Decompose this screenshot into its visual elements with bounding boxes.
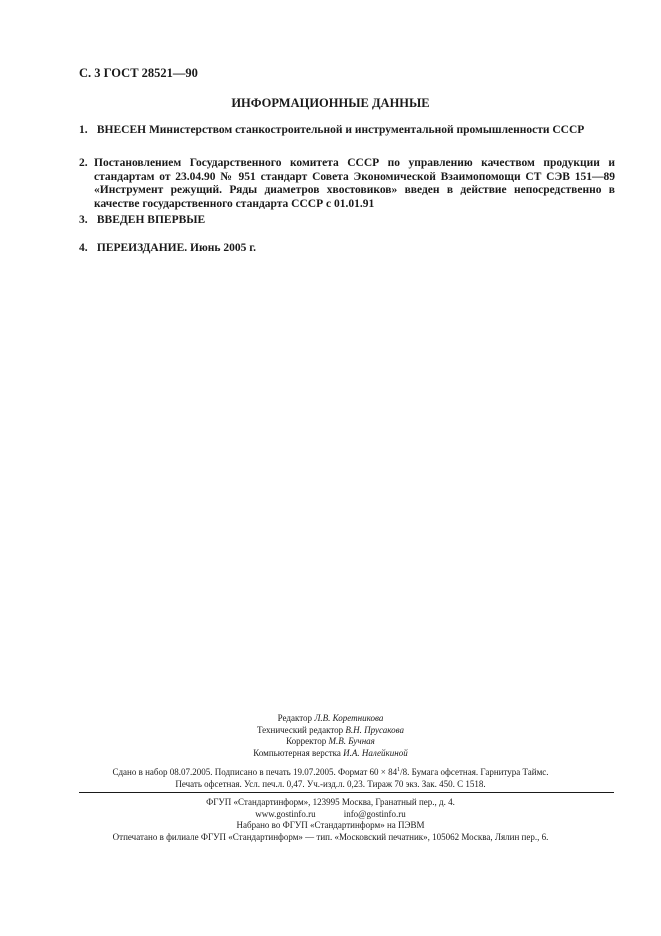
credits-block <box>0 713 661 759</box>
divider-rule <box>79 792 614 793</box>
publisher-typeset: Набрано во ФГУП «Стандартинформ» на ПЭВМ <box>236 820 425 830</box>
print-info-text: Сдано в набор 08.07.2005. Подписано в печать 19.07.2005. Формат 60 × 84 <box>112 767 398 777</box>
format-superscript: 1 <box>397 767 401 773</box>
credit-corrector <box>0 736 661 748</box>
publisher-address: ФГУП «Стандартинформ», 123995 Москва, Гранатный пер., д. 4. <box>206 797 455 807</box>
print-info-line-1 <box>0 767 661 779</box>
publisher-block <box>0 797 661 843</box>
credit-role: Технический редактор <box>256 724 344 735</box>
info-item-1 <box>79 123 615 137</box>
item-number: 2. <box>79 157 88 169</box>
credit-layout <box>0 748 661 760</box>
credit-name: И.А. Налейкиной <box>343 747 408 758</box>
item-text: Постановлением Государственного комитета СССР по управлению качеством продукции и стандартам от 23.04.90 № 951 стандарт Совета Экономической Взаимопомощи СТ СЭВ 151—89 «Инструмент режущий. Ряды диаметров хвостовиков» введен в действие непосредственно в качестве государственного стандарта СССР с 01.01.91 <box>94 157 615 210</box>
credit-role: Корректор <box>286 736 327 746</box>
page-header: С. 3 ГОСТ 28521—90 <box>79 66 198 80</box>
credit-name: В.Н. Прусакова <box>345 724 405 735</box>
publisher-contacts <box>0 809 661 821</box>
item-text: ВВЕДЕН ВПЕРВЫЕ <box>96 214 206 226</box>
credit-role: Редактор <box>277 713 313 723</box>
item-text: ПЕРЕИЗДАНИЕ. Июнь 2005 г. <box>96 242 257 254</box>
section-title: ИНФОРМАЦИОННЫЕ ДАННЫЕ <box>231 96 430 110</box>
publisher-website: www.gostinfo.ru <box>255 808 316 819</box>
item-number: 4. <box>79 242 88 254</box>
info-item-3 <box>79 213 615 227</box>
item-number: 1. <box>79 124 88 136</box>
credit-editor <box>0 713 661 725</box>
info-item-2 <box>79 157 615 211</box>
info-item-4 <box>79 241 615 255</box>
item-number: 3. <box>79 214 88 226</box>
print-info-text: /8. Бумага офсетная. Гарнитура Таймс. <box>400 767 549 777</box>
publisher-email: info@gostinfo.ru <box>343 808 406 819</box>
print-info-line-2: Печать офсетная. Усл. печ.л. 0,47. Уч.-изд.л. 0,23. Тираж 70 экз. Зак. 450. С 1518. <box>175 778 486 789</box>
credit-role: Компьютерная верстка <box>253 747 341 758</box>
item-text: ВНЕСЕН Министерством станкостроительной и инструментальной промышленности СССР <box>96 124 585 136</box>
publisher-printed: Отпечатано в филиале ФГУП «Стандартинформ» — тип. «Московский печатник», 105062 Москва, Лялин пер., 6. <box>112 831 549 842</box>
credit-name: Л.В. Коретникова <box>314 713 384 723</box>
credit-tech-editor <box>0 725 661 737</box>
print-info <box>0 767 661 790</box>
credit-name: М.В. Бучная <box>328 736 375 746</box>
